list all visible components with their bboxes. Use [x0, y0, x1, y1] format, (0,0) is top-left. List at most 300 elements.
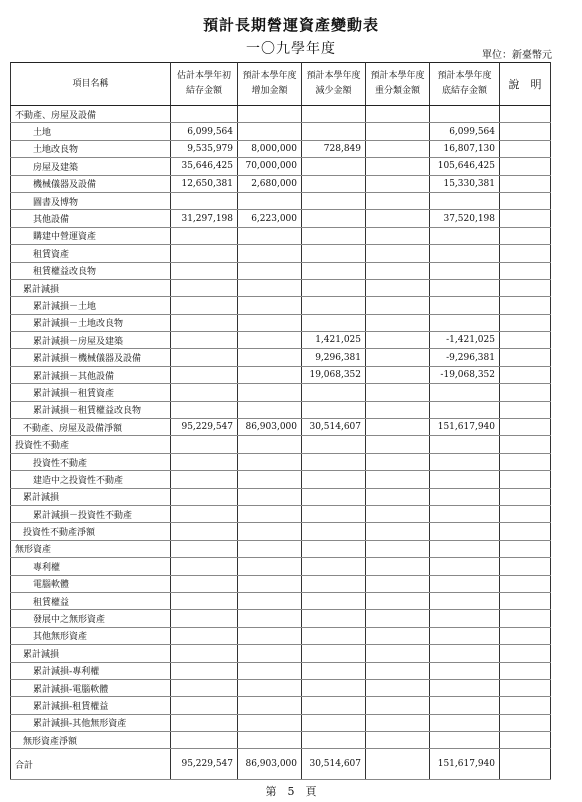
table-row [11, 314, 551, 331]
row-amount-v4 [366, 540, 430, 557]
table-row [11, 245, 551, 262]
row-amount-v3 [302, 175, 366, 192]
row-amount-v1 [171, 262, 238, 279]
row-amount-v3 [302, 592, 366, 609]
row-note [500, 384, 551, 401]
row-amount-v3 [302, 210, 366, 227]
table-row [11, 523, 551, 540]
row-amount-v3 [302, 488, 366, 505]
row-amount-v5: 6,099,564 [430, 123, 500, 140]
row-amount-v2: 8,000,000 [238, 140, 302, 157]
row-amount-v5 [430, 106, 500, 123]
row-note [500, 540, 551, 557]
total-row [11, 749, 551, 780]
row-amount-v3: 728,849 [302, 140, 366, 157]
row-amount-v5 [430, 262, 500, 279]
row-amount-v2: 86,903,000 [238, 419, 302, 436]
row-amount-v2 [238, 558, 302, 575]
row-amount-v4 [366, 662, 430, 679]
asset-change-table [10, 62, 551, 780]
row-amount-v1 [171, 523, 238, 540]
row-amount-v1 [171, 540, 238, 557]
header-line: 增加金額 [251, 86, 288, 96]
row-amount-v4 [366, 332, 430, 349]
row-amount-v2 [238, 714, 302, 731]
row-amount-v5 [430, 697, 500, 714]
row-amount-v2 [238, 471, 302, 488]
row-amount-v2 [238, 384, 302, 401]
table-row [11, 279, 551, 296]
row-amount-v4 [366, 106, 430, 123]
row-amount-v4 [366, 158, 430, 175]
table-row [11, 332, 551, 349]
row-amount-v4 [366, 245, 430, 262]
row-item-name: 累計減損-電腦軟體 [11, 679, 171, 696]
row-amount-v2: 2,680,000 [238, 175, 302, 192]
row-amount-v4 [366, 592, 430, 609]
header-ending-balance [430, 63, 500, 106]
row-item-name: 不動產、房屋及設備 [11, 106, 171, 123]
row-amount-v2 [238, 106, 302, 123]
row-amount-v2 [238, 575, 302, 592]
table-row [11, 210, 551, 227]
table-row [11, 106, 551, 123]
row-amount-v5 [430, 540, 500, 557]
row-amount-v4 [366, 192, 430, 209]
row-amount-v2 [238, 645, 302, 662]
row-amount-v1 [171, 471, 238, 488]
row-amount-v4 [366, 645, 430, 662]
table-row [11, 262, 551, 279]
row-amount-v5 [430, 245, 500, 262]
row-amount-v5: -19,068,352 [430, 366, 500, 383]
row-item-name: 投資性不動產 [11, 453, 171, 470]
row-note [500, 332, 551, 349]
row-amount-v3 [302, 610, 366, 627]
row-amount-v2 [238, 227, 302, 244]
row-amount-v4 [366, 279, 430, 296]
row-amount-v3 [302, 106, 366, 123]
table-row [11, 192, 551, 209]
row-item-name: 累計減損 [11, 279, 171, 296]
row-note [500, 697, 551, 714]
row-amount-v5 [430, 384, 500, 401]
row-item-name: 累計減損-專利權 [11, 662, 171, 679]
report-subtitle: 一〇九學年度 [246, 41, 336, 57]
row-amount-v4 [366, 227, 430, 244]
table-row [11, 714, 551, 731]
header-line: 重分類金額 [374, 86, 420, 96]
row-amount-v5 [430, 436, 500, 453]
row-amount-v2 [238, 679, 302, 696]
header-line: 底結存金額 [441, 86, 487, 96]
row-item-name: 圖書及博物 [11, 192, 171, 209]
row-note [500, 558, 551, 575]
row-amount-v1 [171, 662, 238, 679]
row-amount-v2 [238, 662, 302, 679]
row-amount-v3 [302, 714, 366, 731]
table-row [11, 297, 551, 314]
row-amount-v4 [366, 436, 430, 453]
header-reclassification [366, 63, 430, 106]
row-item-name: 累計減損－投資性不動產 [11, 505, 171, 522]
row-amount-v5 [430, 558, 500, 575]
row-amount-v1 [171, 697, 238, 714]
row-amount-v2 [238, 349, 302, 366]
row-amount-v3 [302, 227, 366, 244]
row-amount-v1 [171, 366, 238, 383]
row-amount-v3 [302, 192, 366, 209]
row-amount-v4 [366, 419, 430, 436]
row-amount-v2 [238, 332, 302, 349]
row-amount-v2 [238, 732, 302, 749]
row-amount-v4 [366, 488, 430, 505]
row-note [500, 679, 551, 696]
row-note [500, 227, 551, 244]
row-amount-v5 [430, 679, 500, 696]
row-item-name: 發展中之無形資產 [11, 610, 171, 627]
row-amount-v2 [238, 592, 302, 609]
row-amount-v3 [302, 245, 366, 262]
table-row [11, 592, 551, 609]
row-amount-v5 [430, 662, 500, 679]
row-amount-v4 [366, 575, 430, 592]
row-amount-v1 [171, 610, 238, 627]
row-note [500, 610, 551, 627]
row-amount-v4 [366, 140, 430, 157]
row-note [500, 592, 551, 609]
row-amount-v4 [366, 714, 430, 731]
row-amount-v2 [238, 523, 302, 540]
row-note [500, 106, 551, 123]
table-row [11, 540, 551, 557]
table-row [11, 610, 551, 627]
row-amount-v5: 16,807,130 [430, 140, 500, 157]
table-row [11, 471, 551, 488]
row-item-name: 土地改良物 [11, 140, 171, 157]
page-number: 第 5 頁 [265, 785, 317, 798]
row-amount-v4 [366, 523, 430, 540]
table-row [11, 401, 551, 418]
row-amount-v5 [430, 401, 500, 418]
row-item-name: 累計減損-租賃權益 [11, 697, 171, 714]
table-row [11, 366, 551, 383]
row-item-name: 電腦軟體 [11, 575, 171, 592]
row-item-name: 不動產、房屋及設備淨額 [11, 419, 171, 436]
row-amount-v4 [366, 175, 430, 192]
row-amount-v3 [302, 523, 366, 540]
header-line: 預計本學年度 [306, 71, 361, 81]
row-amount-v5 [430, 314, 500, 331]
row-amount-v2: 6,223,000 [238, 210, 302, 227]
row-amount-v1: 9,535,979 [171, 140, 238, 157]
table-row [11, 123, 551, 140]
row-amount-v1 [171, 575, 238, 592]
row-note [500, 349, 551, 366]
row-item-name: 租賃資產 [11, 245, 171, 262]
table-row [11, 384, 551, 401]
row-amount-v4 [366, 297, 430, 314]
row-amount-v5 [430, 575, 500, 592]
header-line: 估計本學年初 [176, 71, 231, 81]
row-amount-v5 [430, 732, 500, 749]
row-item-name: 累計減損 [11, 645, 171, 662]
row-amount-v1: 6,099,564 [171, 123, 238, 140]
row-amount-v1 [171, 106, 238, 123]
row-amount-v2 [238, 505, 302, 522]
row-amount-v1 [171, 732, 238, 749]
row-amount-v4 [366, 401, 430, 418]
row-amount-v2 [238, 436, 302, 453]
row-item-name: 累計減損－土地 [11, 297, 171, 314]
table-row [11, 453, 551, 470]
row-amount-v2 [238, 366, 302, 383]
row-amount-v3: 9,296,381 [302, 349, 366, 366]
table-row [11, 575, 551, 592]
table-body [11, 106, 551, 780]
row-note [500, 175, 551, 192]
table-row [11, 419, 551, 436]
row-amount-v5 [430, 279, 500, 296]
row-amount-v4 [366, 679, 430, 696]
row-note [500, 262, 551, 279]
header-decrease [302, 63, 366, 106]
row-amount-v5: 15,330,381 [430, 175, 500, 192]
row-item-name: 累計減損－其他設備 [11, 366, 171, 383]
row-note [500, 314, 551, 331]
row-amount-v3 [302, 627, 366, 644]
row-amount-v1 [171, 314, 238, 331]
row-item-name: 其他無形資產 [11, 627, 171, 644]
row-amount-v1 [171, 279, 238, 296]
row-amount-v2 [238, 540, 302, 557]
report-title: 預計長期營運資產變動表 [202, 16, 379, 34]
row-amount-v5 [430, 610, 500, 627]
row-amount-v3 [302, 662, 366, 679]
row-amount-v3 [302, 453, 366, 470]
row-item-name: 累計減損－租賃資產 [11, 384, 171, 401]
row-note [500, 123, 551, 140]
row-amount-v3 [302, 679, 366, 696]
row-amount-v4 [366, 453, 430, 470]
row-amount-v4 [366, 505, 430, 522]
row-amount-v4 [366, 262, 430, 279]
header-increase [238, 63, 302, 106]
row-amount-v3 [302, 158, 366, 175]
row-item-name: 房屋及建築 [11, 158, 171, 175]
row-amount-v1 [171, 714, 238, 731]
row-amount-v1 [171, 349, 238, 366]
row-note [500, 419, 551, 436]
row-amount-v5 [430, 192, 500, 209]
table-row [11, 679, 551, 696]
row-note [500, 627, 551, 644]
row-amount-v5: 151,617,940 [430, 419, 500, 436]
row-note [500, 575, 551, 592]
total-amount-v3: 30,514,607 [302, 749, 366, 780]
row-item-name: 累計減損-其他無形資產 [11, 714, 171, 731]
table-row [11, 645, 551, 662]
row-amount-v1 [171, 227, 238, 244]
row-amount-v1 [171, 679, 238, 696]
total-amount-v1: 95,229,547 [171, 749, 238, 780]
row-amount-v5: 105,646,425 [430, 158, 500, 175]
row-amount-v3 [302, 262, 366, 279]
row-amount-v1 [171, 332, 238, 349]
header-line: 預計本學年度 [437, 71, 492, 81]
row-amount-v3 [302, 314, 366, 331]
row-amount-v4 [366, 627, 430, 644]
row-note [500, 436, 551, 453]
row-amount-v1 [171, 645, 238, 662]
row-amount-v2 [238, 245, 302, 262]
row-item-name: 投資性不動產 [11, 436, 171, 453]
row-note [500, 505, 551, 522]
row-amount-v4 [366, 123, 430, 140]
row-amount-v2 [238, 314, 302, 331]
table-row [11, 558, 551, 575]
row-amount-v5 [430, 714, 500, 731]
row-amount-v4 [366, 366, 430, 383]
header-line: 結存金額 [185, 86, 222, 96]
row-amount-v3 [302, 279, 366, 296]
row-amount-v5 [430, 297, 500, 314]
row-amount-v5 [430, 523, 500, 540]
row-item-name: 累計減損－房屋及建築 [11, 332, 171, 349]
row-item-name: 購建中營運資產 [11, 227, 171, 244]
header-line: 預計本學年度 [242, 71, 297, 81]
row-amount-v1: 31,297,198 [171, 210, 238, 227]
row-amount-v2 [238, 297, 302, 314]
row-item-name: 投資性不動產淨額 [11, 523, 171, 540]
row-amount-v3 [302, 401, 366, 418]
row-amount-v3 [302, 123, 366, 140]
row-amount-v3 [302, 297, 366, 314]
row-amount-v1 [171, 245, 238, 262]
total-label: 合計 [11, 749, 171, 780]
row-amount-v3 [302, 732, 366, 749]
row-item-name: 土地 [11, 123, 171, 140]
row-amount-v3: 30,514,607 [302, 419, 366, 436]
row-amount-v4 [366, 384, 430, 401]
row-note [500, 210, 551, 227]
total-amount-v4 [366, 749, 430, 780]
row-note [500, 471, 551, 488]
row-amount-v3 [302, 697, 366, 714]
row-amount-v5 [430, 627, 500, 644]
row-amount-v4 [366, 314, 430, 331]
row-amount-v2 [238, 627, 302, 644]
row-amount-v2 [238, 453, 302, 470]
row-item-name: 無形資產 [11, 540, 171, 557]
row-amount-v1 [171, 592, 238, 609]
row-note [500, 662, 551, 679]
row-note [500, 192, 551, 209]
header-item-name: 項目名稱 [11, 63, 171, 106]
row-item-name: 建造中之投資性不動產 [11, 471, 171, 488]
row-amount-v4 [366, 732, 430, 749]
row-amount-v2 [238, 697, 302, 714]
row-item-name: 機械儀器及設備 [11, 175, 171, 192]
row-amount-v4 [366, 697, 430, 714]
row-note [500, 714, 551, 731]
row-item-name: 專利權 [11, 558, 171, 575]
row-note [500, 158, 551, 175]
row-amount-v5 [430, 453, 500, 470]
row-amount-v5: -1,421,025 [430, 332, 500, 349]
row-amount-v3 [302, 436, 366, 453]
row-amount-v1 [171, 453, 238, 470]
row-amount-v2 [238, 123, 302, 140]
header-beginning-balance [171, 63, 238, 106]
table-row [11, 627, 551, 644]
row-amount-v5 [430, 505, 500, 522]
row-amount-v5 [430, 471, 500, 488]
row-amount-v4 [366, 610, 430, 627]
total-note [500, 749, 551, 780]
row-item-name: 累計減損－租賃權益改良物 [11, 401, 171, 418]
row-amount-v3 [302, 575, 366, 592]
row-amount-v1: 35,646,425 [171, 158, 238, 175]
row-amount-v5 [430, 592, 500, 609]
row-amount-v3: 19,068,352 [302, 366, 366, 383]
row-amount-v1: 12,650,381 [171, 175, 238, 192]
row-item-name: 累計減損－機械儀器及設備 [11, 349, 171, 366]
row-amount-v1 [171, 488, 238, 505]
table-row [11, 436, 551, 453]
header-note: 說 明 [500, 63, 551, 106]
row-amount-v1 [171, 505, 238, 522]
row-amount-v1 [171, 627, 238, 644]
row-amount-v2: 70,000,000 [238, 158, 302, 175]
row-amount-v2 [238, 192, 302, 209]
row-note [500, 488, 551, 505]
row-amount-v5 [430, 645, 500, 662]
row-amount-v1 [171, 401, 238, 418]
row-item-name: 累計減損 [11, 488, 171, 505]
table-row [11, 505, 551, 522]
total-amount-v2: 86,903,000 [238, 749, 302, 780]
row-item-name: 租賃權益 [11, 592, 171, 609]
row-amount-v3 [302, 540, 366, 557]
row-item-name: 其他設備 [11, 210, 171, 227]
row-note [500, 645, 551, 662]
row-amount-v1 [171, 297, 238, 314]
table-row [11, 697, 551, 714]
row-amount-v4 [366, 210, 430, 227]
currency-unit-label: 單位：新臺幣元 [482, 50, 552, 61]
total-amount-v5: 151,617,940 [430, 749, 500, 780]
row-amount-v2 [238, 401, 302, 418]
row-amount-v3 [302, 558, 366, 575]
row-amount-v2 [238, 262, 302, 279]
row-amount-v4 [366, 471, 430, 488]
row-item-name: 租賃權益改良物 [11, 262, 171, 279]
row-amount-v4 [366, 558, 430, 575]
table-row [11, 488, 551, 505]
table-row [11, 732, 551, 749]
header-line: 預計本學年度 [370, 71, 425, 81]
row-amount-v5: 37,520,198 [430, 210, 500, 227]
row-note [500, 366, 551, 383]
row-amount-v3 [302, 384, 366, 401]
row-item-name: 無形資產淨額 [11, 732, 171, 749]
row-amount-v1 [171, 436, 238, 453]
row-amount-v3: 1,421,025 [302, 332, 366, 349]
row-note [500, 140, 551, 157]
row-amount-v2 [238, 610, 302, 627]
table-row [11, 349, 551, 366]
